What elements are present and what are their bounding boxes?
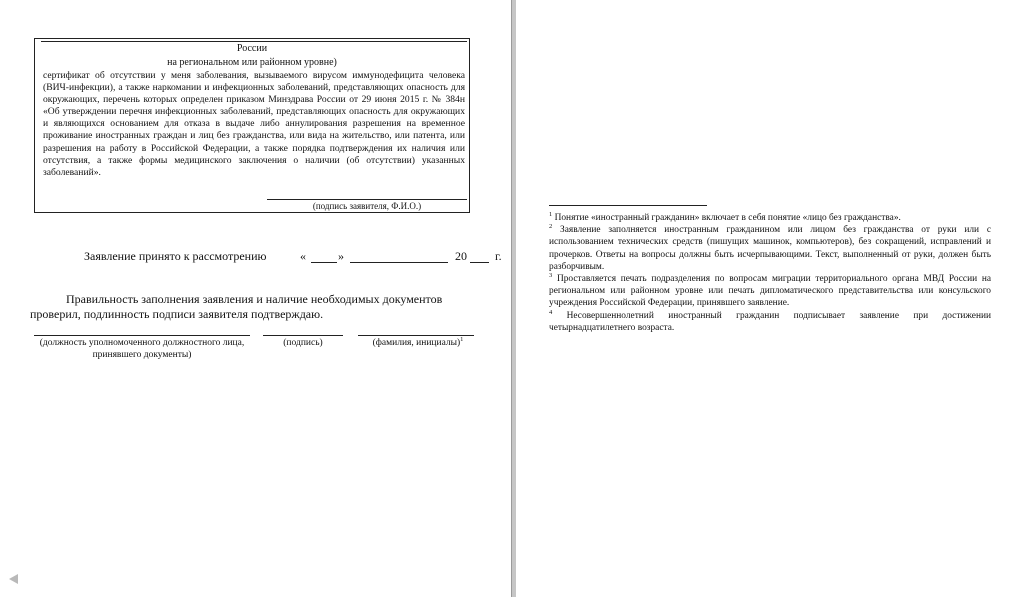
verification-line2: проверил, подлинность подписи заявителя подтверждаю.	[30, 307, 324, 321]
accepted-label: Заявление принято к рассмотрению	[84, 249, 267, 263]
certificate-header-line1: России	[236, 43, 268, 54]
quote-open: «	[300, 249, 306, 263]
footnote-2: $^2$ Заявление заполняется иностранным гражданином или лицом без гражданства от руки или с использованием технических средств (пишущих машинок, компьютеров), без сокращений, исправлений и прочерков. Ответы на вопросы должны быть исчерпывающими. Текст, выполненный от руки, должен быть разборчивым.	[549, 223, 991, 272]
footnote-1: $^1$ Понятие «иностранный гражданин» включает в себя понятие «лицо без гражданства».	[549, 210, 901, 223]
footnote-4: $^4$ Несовершеннолетний иностранный гражданин подписывает заявление при достижении четырнадцатилетнего возраста.	[549, 308, 991, 333]
caption-name-footnote-mark: 1	[460, 335, 464, 343]
footnotes	[549, 212, 991, 334]
certificate-box	[34, 38, 470, 213]
year-blank	[470, 262, 489, 263]
caption-name: (фамилия, инициалы)$^1$	[372, 335, 464, 348]
caption-position: (должность уполномоченного должностного лица, принявшего документы)	[39, 338, 245, 360]
arrow-left-icon[interactable]	[9, 574, 18, 584]
certificate-body-text: сертификат об отсутствии у меня заболевания, вызываемого вирусом иммунодефицита человека (ВИЧ-инфекции), а также наркомании и инфекционных заболеваний, представляющих опасность для окружающих, перечень которых определен приказом Минздрава России от 29 июня 2015 г. № 384н «Об утверждении перечня инфекционных заболеваний, представляющих опасность для окружающих и являющихся основанием для отказа в выдаче либо аннулирования разрешения на временное проживание иностранных граждан и лиц без гражданства, или вида на жительство, или патента, или разрешения на работу в Российской Федерации, а также порядка подтверждения их наличия или отсутствия, а также формы медицинского заключения о наличии (об отсутствии) указанных заболеваний».	[43, 70, 465, 178]
day-blank	[311, 262, 337, 263]
quote-close: »	[338, 249, 344, 263]
caption-signature: (подпись)	[283, 338, 323, 348]
official-signature-line	[263, 335, 343, 336]
applicant-signature-line	[267, 199, 467, 200]
year-suffix: г.	[495, 249, 502, 263]
certificate-header-line2: на региональном или районном уровне)	[167, 57, 337, 68]
applicant-signature-caption: (подпись заявителя, Ф.И.О.)	[312, 201, 422, 211]
page-right	[516, 0, 1024, 597]
footnote-3: $^3$ Проставляется печать подразделения по вопросам миграции территориального органа МВД России на региональном или районном уровне или печать дипломатического представительства или консульского учреждения Российской Федерации, принявшего заявление.	[549, 271, 992, 309]
verification-line1: Правильность заполнения заявления и наличие необходимых документов	[66, 292, 443, 306]
footnote-separator	[549, 205, 707, 206]
month-blank	[350, 262, 448, 263]
official-name-line	[358, 335, 474, 336]
verification-text	[30, 292, 505, 322]
certificate-top-line	[41, 41, 467, 42]
year-prefix: 20	[455, 249, 467, 263]
official-position-line	[34, 335, 250, 336]
